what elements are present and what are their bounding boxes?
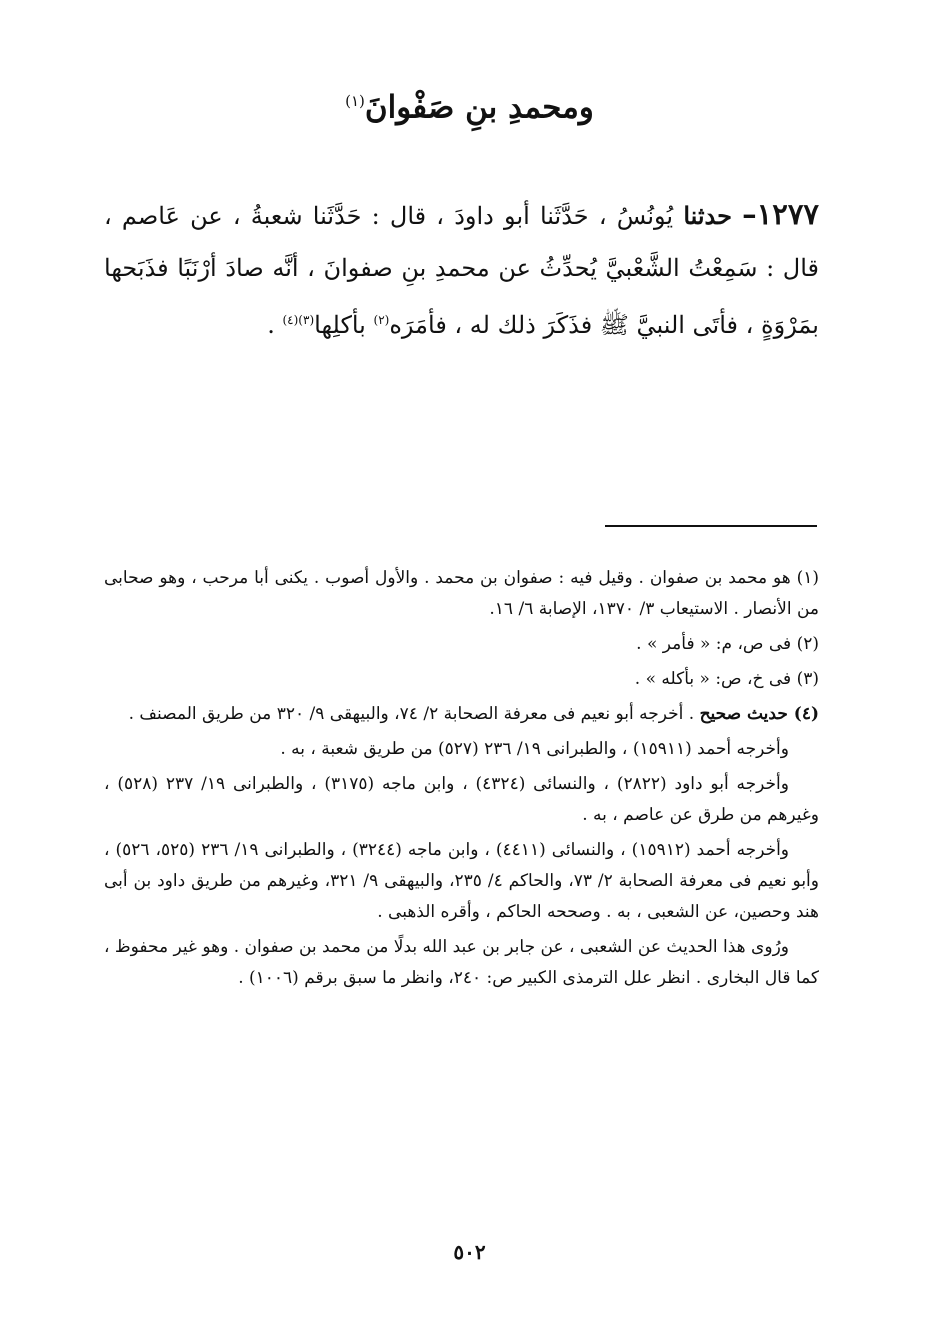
footnote-4-cont-4-text: ورُوى هذا الحديث عن الشعبى ، عن جابر بن عبد الله بدلًا من محمد بن صفوان . وهو غير محفوظ ، كما قال البخارى . انظر علل الترمذى الكبير ص: ٢٤٠، وانظر ما سبق برقم (١٠٠٦) . [104, 937, 819, 988]
hadith-lead: حدثنا [683, 201, 732, 230]
footnote-4 [104, 699, 819, 730]
hadith-body-part2: بأكلِها [314, 311, 366, 339]
page-number: ٥٠٢ [453, 1240, 486, 1264]
chapter-title-text: ومحمدِ بنِ صَفْوانَ [364, 89, 594, 126]
footnote-4-cont-3-text: وأخرجه أحمد (١٥٩١٢) ، والنسائى (٤٤١١) ، وابن ماجه (٣٢٤٤) ، والطبرانى ١٩/ ٢٣٦ (٥٢٥، ٥٢٦) ، وأبو نعيم فى معرفة الصحابة ٢/ ٧٣، والحاكم ٤/ ٢٣٥، والبيهقى ٩/ ٣٢١، وغيرهم من طريق داود بن أبى هند وحصين، عن الشعبى ، به . وصححه الحاكم ، وأقره الذهبى . [104, 840, 819, 922]
title-footnote-ref: (١) [345, 92, 365, 110]
footnote-3-text: (٣) فى خ، ص: « بأكله » . [634, 669, 819, 689]
footnote-4-cont-1-text: وأخرجه أحمد (١٥٩١١) ، والطبرانى ١٩/ ٢٣٦ (٥٢٧) من طريق شعبة ، به . [280, 739, 789, 759]
footnote-2 [104, 629, 819, 660]
footnote-4-bold: (٤) حديث صحيح [699, 704, 819, 724]
footnote-4-cont-2-text: وأخرجه أبو داود (٢٨٢٢) ، والنسائى (٤٣٢٤) ، وابن ماجه (٣١٧٥) ، والطبرانى ١٩/ ٢٣٧ (٥٢٨) ، وغيرهم من طرق عن عاصم ، به . [104, 774, 819, 825]
footnote-4-cont-2 [104, 769, 819, 831]
footnote-4-cont-3 [104, 835, 819, 928]
hadith-number: ١٢٧٧– [742, 197, 819, 231]
footnote-4-cont-1 [104, 734, 819, 765]
hadith-end-mark: . [267, 311, 275, 339]
footnote-4-text: . أخرجه أبو نعيم فى معرفة الصحابة ٢/ ٧٤، والبيهقى ٩/ ٣٢٠ من طريق المصنف . [128, 704, 695, 724]
hadith-body-part1: يُونُسُ ، حَدَّثَنا أبو داودَ ، قال : حَدَّثَنا شعبةُ ، عن عَاصم ، قال : سَمِعْتُ الشَّعْبيَّ يُحدِّثُ عن محمدِ بنِ صفوانَ ، أنَّه صادَ أرْنَبًا فذَبَحها بمَرْوَةٍ ، فأتَى النبيَّ ﷺ فذَكَرَ ذلك له ، فأمَرَه [104, 202, 819, 339]
footnote-2-text: (٢) فى ص، م: « فأمر » . [636, 634, 819, 654]
footnote-1 [104, 563, 819, 625]
footnote-1-text: (١) هو محمد بن صفوان . وقيل فيه : صفوان بن محمد . والأول أصوب . يكنى أبا مرحب ، وهو صحابى من الأنصار . الاستيعاب ٣/ ١٣٧٠، الإصابة ٦/ ١٦. [104, 568, 819, 619]
hadith-text [104, 188, 819, 351]
footnote-4-cont-4 [104, 932, 819, 994]
footnotes-section [104, 563, 819, 998]
footnote-ref-2: (٢) [373, 313, 390, 327]
footnote-3 [104, 664, 819, 695]
footnote-divider [605, 525, 817, 527]
footnote-ref-3-4: (٣)(٤) [282, 313, 315, 327]
chapter-title [0, 78, 939, 130]
